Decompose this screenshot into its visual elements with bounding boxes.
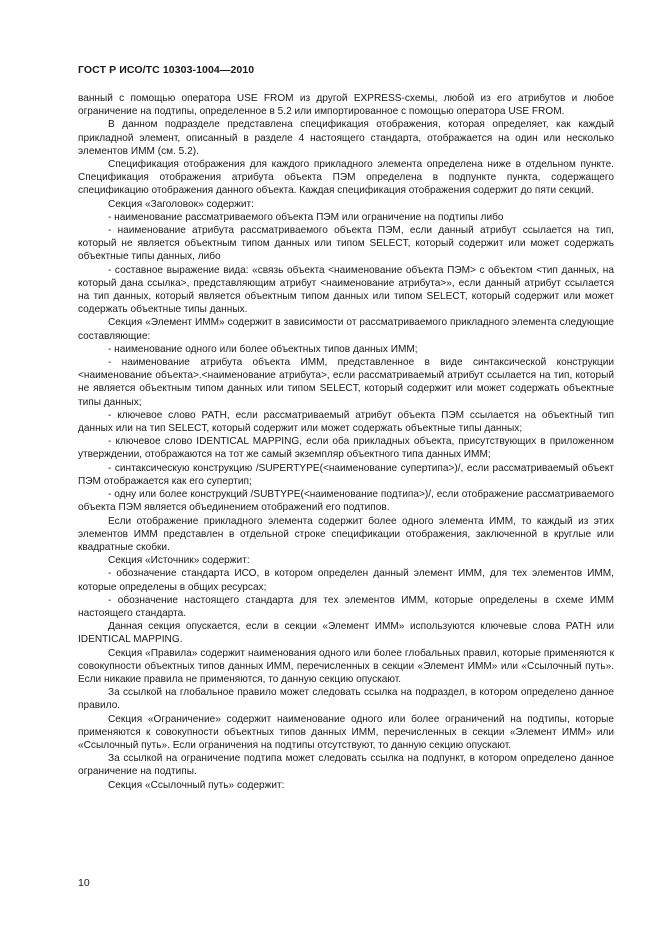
paragraph: - наименование атрибута объекта ИММ, представленное в виде синтаксической конструкции <наименование объекта>.<наименование атрибута>, если рассматриваемый атрибут ссылается на тип, который не является объектным типом данных или типом SELECT, который содержит или может содержать объектные типы данных; xyxy=(78,357,614,408)
paragraph: - наименование рассматриваемого объекта ПЭМ или ограничение на подтипы либо xyxy=(108,211,504,223)
paragraph: - наименование одного или более объектных типов данных ИММ; xyxy=(108,343,418,355)
paragraph: - одну или более конструкций /SUBTYPE(<наименование подтипа>)/, если отображение рассматриваемого объекта ПЭМ является объединением отображений его подтипов. xyxy=(78,489,614,514)
paragraph: Секция «Ограничение» содержит наименование одного или более ограничений на подтипы, которые применяются к совокупности объектных типов данных ИММ, перечисленных в секции «Элемент ИММ» или «Ссылочный путь». Если ограничения на подтипы отсутствуют, то данную секцию опускают. xyxy=(78,713,614,751)
paragraph: Если отображение прикладного элемента содержит более одного элемента ИММ, то каждый из этих элементов ИММ представлен в отдельной строке спецификации отображения, заключенной в круглые или квадратные скобки. xyxy=(78,515,614,553)
paragraph: - синтаксическую конструкцию /SUPERTYPE(<наименование супертипа>)/, если рассматриваемый объект ПЭМ отображается как его супертип; xyxy=(78,462,614,487)
page-header-title: ГОСТ Р ИСО/ТС 10303-1004—2010 xyxy=(78,64,255,76)
paragraph: - ключевое слово PATH, если рассматриваемый атрибут объекта ПЭМ ссылается на объектный тип данных или на тип SELECT, который содержит или может содержать объектные типы данных; xyxy=(78,409,614,435)
paragraph: Секция «Заголовок» содержит: xyxy=(108,198,254,210)
paragraph: За ссылкой на глобальное правило может следовать ссылка на подраздел, в котором определено данное правило. xyxy=(78,687,614,712)
page-number: 10 xyxy=(78,877,90,889)
paragraph: ванный с помощью оператора USE FROM из другой EXPRESS-схемы, любой из его атрибутов и любое ограничение на подтипы, определенное в 5.2 или импортированное с помощью оператора USE FROM. xyxy=(78,93,614,118)
paragraph: - обозначение стандарта ИСО, в котором определен данный элемент ИММ, для тех элементов ИММ, которые определены в общих ресурсах; xyxy=(78,568,614,593)
paragraph: - составное выражение вида: «связь объекта <наименование объекта ПЭМ> с объектом <тип данных, на который дана ссылка>, представляющим атрибут <наименование атрибута>», если данный атрибут ссылается на тип данных, который является объектным типом данных или типом SELECT, который содержит или может содержать объектные типы данных. xyxy=(78,264,614,316)
body-text xyxy=(78,92,614,792)
paragraph: - наименование атрибута рассматриваемого объекта ПЭМ, если данный атрибут ссылается на тип, который не является объектным типом данных или типом SELECT, который содержит или может содержать объектные типы данных, либо xyxy=(78,225,614,263)
paragraph: Спецификация отображения для каждого прикладного элемента определена ниже в отдельном пункте. Спецификация отображения атрибута объекта ПЭМ определена в подпункте пункта, содержащего спецификацию отображения данного объекта. Каждая спецификация отображения содержит до пяти секций. xyxy=(78,159,614,197)
paragraph: Данная секция опускается, если в секции «Элемент ИММ» используются ключевые слова PATH или IDENTICAL MAPPING. xyxy=(78,621,614,646)
paragraph: Секция «Ссылочный путь» содержит: xyxy=(108,779,285,791)
paragraph: В данном подразделе представлена спецификация отображения, которая определяет, как каждый прикладной элемент, описанный в разделе 4 настоящего стандарта, отображается на один или несколько элементов ИММ (см. 5.2). xyxy=(78,119,614,157)
paragraph: - ключевое слово IDENTICAL MAPPING, если оба прикладных объекта, присутствующих в приложенном утверждении, отображаются на тот же самый экземпляр объектного типа данных ИММ; xyxy=(78,436,614,461)
paragraph: Секция «Элемент ИММ» содержит в зависимости от рассматриваемого прикладного элемента следующие составляющие: xyxy=(78,317,614,342)
paragraph: За ссылкой на ограничение подтипа может следовать ссылка на подпункт, в котором определено данное ограничение на подтипы. xyxy=(78,753,614,778)
paragraph: Секция «Правила» содержит наименования одного или более глобальных правил, которые применяются к совокупности объектных типов данных ИММ, перечисленных в секции «Элемент ИММ» или «Ссылочный путь». Если никакие правила не применяются, то данную секцию опускают. xyxy=(78,647,614,685)
paragraph: Секция «Источник» содержит: xyxy=(108,555,250,567)
paragraph: - обозначение настоящего стандарта для тех элементов ИММ, которые определены в схеме ИММ настоящего стандарта. xyxy=(78,594,614,619)
